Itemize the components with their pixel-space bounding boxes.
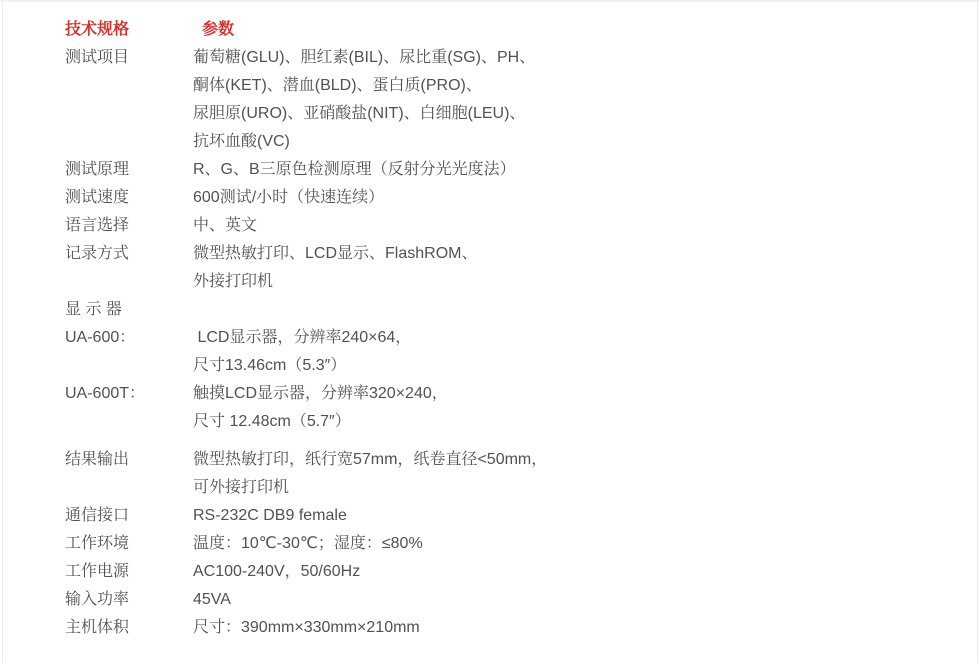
- spec-label: 工作环境: [65, 535, 130, 552]
- spec-value: [193, 530, 725, 558]
- spec-row: [65, 380, 725, 436]
- spec-row: [65, 502, 725, 530]
- spec-row: [65, 586, 725, 614]
- spec-row: [65, 212, 725, 240]
- spec-header-name: 技术规格: [65, 21, 130, 38]
- page-border-right: [977, 0, 978, 663]
- spec-value-line: 尿胆原(URO)、亚硝酸盐(NIT)、白细胞(LEU)、: [193, 105, 526, 122]
- spec-row: [65, 44, 725, 156]
- spec-value: [193, 212, 725, 240]
- spec-row: [65, 558, 725, 586]
- spec-value-line: 触摸LCD显示器，分辨率320×240，: [193, 385, 448, 402]
- spec-value-line: 45VA: [193, 591, 231, 608]
- spec-row: [65, 156, 725, 184]
- spec-row: [65, 530, 725, 558]
- spec-value: [193, 614, 725, 642]
- spec-label: UA-600T：: [65, 385, 146, 402]
- spec-row: [65, 296, 725, 324]
- spec-value: [193, 446, 725, 502]
- spec-label: 输入功率: [65, 591, 130, 608]
- spec-row: [65, 324, 725, 380]
- spec-value: [193, 44, 725, 156]
- spec-value-line: 温度：10℃-30℃；湿度：≤80%: [193, 535, 423, 552]
- spec-value: [193, 240, 725, 296]
- spec-row: [65, 446, 725, 502]
- spec-value: [193, 156, 725, 184]
- spec-value-line: AC100-240V，50/60Hz: [193, 563, 361, 580]
- spec-rows-container: [65, 44, 725, 642]
- spec-value-line: 尺寸 12.48cm（5.7″）: [193, 413, 351, 430]
- spec-value-line: 可外接打印机: [193, 479, 290, 496]
- page-border-left: [2, 0, 3, 663]
- spec-value-line: 中、英文: [193, 217, 258, 234]
- spec-label: 测试项目: [65, 49, 130, 66]
- spec-value-line: 尺寸13.46cm（5.3″）: [193, 357, 347, 374]
- spec-value-line: 微型热敏打印，纸行宽57mm，纸卷直径<50mm，: [193, 451, 548, 468]
- spec-value-line: LCD显示器，分辨率240×64，: [193, 329, 412, 346]
- spec-value: [193, 184, 725, 212]
- spec-value-line: 葡萄糖(GLU)、胆红素(BIL)、尿比重(SG)、PH、: [193, 49, 536, 66]
- spec-value-line: 600测试/小时（快速连续）: [193, 189, 385, 206]
- spec-header-row: [65, 16, 725, 44]
- spec-value: [193, 586, 725, 614]
- spec-label: 语言选择: [65, 217, 130, 234]
- spec-label: 测试原理: [65, 161, 130, 178]
- spec-label: 工作电源: [65, 563, 130, 580]
- spec-label: 测试速度: [65, 189, 130, 206]
- spec-label: 记录方式: [65, 245, 130, 262]
- spec-header-param: 参数: [202, 21, 235, 38]
- spec-value-line: 酮体(KET)、潜血(BLD)、蛋白质(PRO)、: [193, 77, 482, 94]
- spec-label: 结果输出: [65, 451, 130, 468]
- spec-value-line: RS-232C DB9 female: [193, 507, 347, 524]
- spec-row: [65, 184, 725, 212]
- page-border-top: [0, 0, 980, 2]
- spec-label: UA-600：: [65, 329, 136, 346]
- spec-label: 显 示 器: [65, 301, 122, 318]
- spec-value-line: 抗坏血酸(VC): [193, 133, 290, 150]
- spec-value: [193, 502, 725, 530]
- spec-value: [193, 558, 725, 586]
- spec-value: [193, 324, 725, 380]
- spec-row: [65, 614, 725, 642]
- spec-label: 主机体积: [65, 619, 130, 636]
- spec-row: [65, 240, 725, 296]
- spec-value-line: 尺寸：390mm×330mm×210mm: [193, 619, 420, 636]
- spec-value-line: R、G、B三原色检测原理（反射分光光度法）: [193, 161, 516, 178]
- spec-value: [193, 380, 725, 436]
- spec-value-line: 微型热敏打印、LCD显示、FlashROM、: [193, 245, 478, 262]
- spec-label: 通信接口: [65, 507, 130, 524]
- spec-value-line: 外接打印机: [193, 273, 274, 290]
- spec-table: [65, 16, 725, 642]
